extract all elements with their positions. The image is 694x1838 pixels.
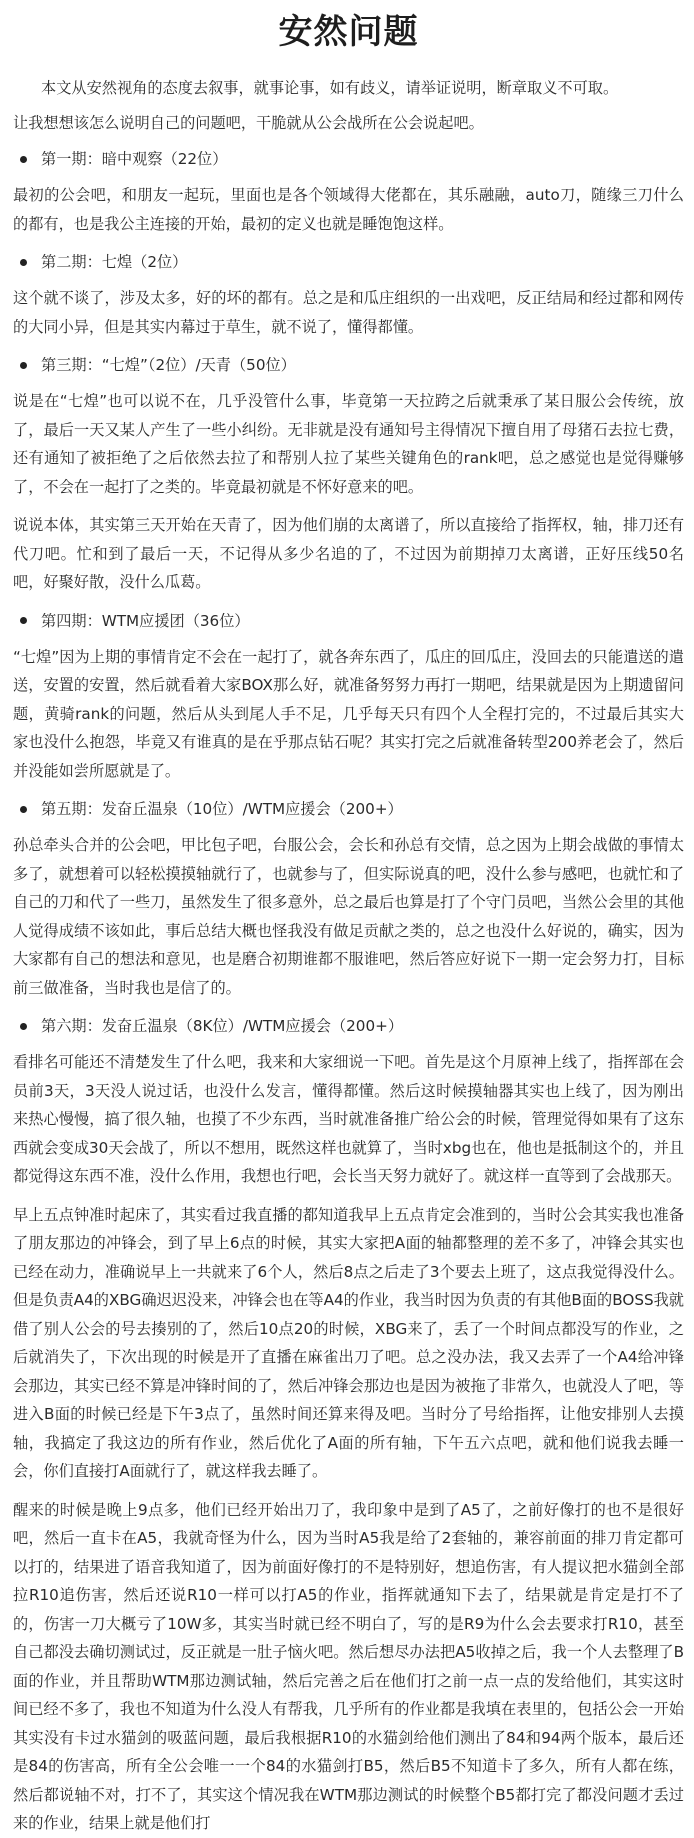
lead-paragraph: 让我想想该怎么说明自己的问题吧，干脆就从公会战所在公会说起吧。 — [13, 113, 484, 132]
section-heading-text: 第一期：暗中观察（22位） — [41, 150, 228, 168]
section-heading-text: 第四期：WTM应援团（36位） — [41, 611, 250, 630]
section-paragraph: 醒来的时候是晚上9点多，他们已经开始出刀了，我印象中是到了A5了，之前好像打的也不是很好吧，然后一直卡在A5，我就奇怪为什么，因为当时A5我是给了2套轴的，兼容前面的排刀肯定都可以打的，结果进了语音我知道了，因为前面好像打的不是特别好，想追伤害，有人提议把水猫剑全部拉R10追伤害，然后还说R10一样可以打A5的作业，指挥就通知下去了，结果就是肯定是打不了的，伤害一刀大概亏了10W多，其实当时就已经不明白了，写的是R9为什么会去要求打R10，甚至自己都没去确切测试过，反正就是一肚子恼火吧。然后想尽办法把A5收掉之后，我一个人去整理了B面的作业，并且帮助WTM那边测试轴，然后完善之后在他们打之前一点一点的发给他们，其实这时间已经不多了，我也不知道为什么没人有帮我，几乎所有的作业都是我填在表里的，包括公会一开始其实没有卡过水猫剑的吸蓝问题，最后我根据R10的水猫剑给他们测出了84和94两个版本，最后还是84的伤害高，所有全公会唯一一个84的水猫剑打B5，然后B5不知道卡了多久，所有人都在练，然后都说轴不对，打不了，其实这个情况我在WTM那边测试的时候整个B5都打完了都没问题才丢过来的作业，结果上就是他们打 — [13, 1500, 684, 1832]
section-heading — [13, 1012, 684, 1040]
bullet-icon — [20, 806, 27, 813]
bullet-icon — [20, 259, 27, 266]
section-heading — [13, 248, 684, 276]
section-heading-text: 第二期：七煌（2位） — [41, 253, 188, 271]
section-paragraph: 看排名可能还不清楚发生了什么吧，我来和大家细说一下吧。首先是这个月原神上线了，指挥部在会员前3天，3天没人说过话，也没什么发言，懂得都懂。然后这时候摸轴器其实也上线了，因为刚出来热心慢慢，搞了很久轴，也摸了不少东西，当时就准备推广给公会的时候，管理觉得如果有了这东西就会变成30天会战了，所以不想用，既然这样也就算了，当时xbg也在，他也是抵制这个的，并且都觉得这东西不准，没什么作用，我想也行吧，会长当天努力就好了。就这样一直等到了会战那天。 — [13, 1053, 684, 1185]
section-paragraph: 说是在“七煌”也可以说不在，几乎没管什么事，毕竟第一天拉跨之后就秉承了某日服公会传统，放了，最后一天又某人产生了一些小纠纷。无非就是没有通知号主得情况下擅自用了母猪石去拉七费，还有通知了被拒绝了之后依然去拉了和帮别人拉了某些关键角色的rank吧，总之感觉也是觉得赚够了，不会在一起打了之类的。毕竟最初就是不怀好意来的吧。 — [13, 392, 684, 496]
bullet-icon — [20, 156, 27, 163]
section-paragraph: 孙总牵头合并的公会吧，甲比包子吧，台服公会，会长和孙总有交情，总之因为上期会战做的事情太多了，就想着可以轻松摸摸轴就行了，也就参与了，但实际说真的吧，没什么参与感吧，也就忙和了自己的刀和代了一些刀，虽然发生了很多意外，总之最后也算是打了个守门员吧，当然公会里的其他人觉得成绩不该如此，事后总结大概也怪我没有做足贡献之类的，总之也没什么好说的，确实，因为大家都有自己的想法和意见，也是磨合初期谁都不服谁吧，然后答应好说下一期一定会努力打，目标前三做准备，当时我也是信了的。 — [13, 836, 684, 997]
section-heading-text: 第三期：“七煌”（2位）/天青（50位） — [41, 356, 296, 374]
section-paragraph: “七煌”因为上期的事情肯定不会在一起打了，就各奔东西了，瓜庄的回瓜庄，没回去的只能遣送的遣送，安置的安置，然后就看着大家BOX那么好，就准备努努力再打一期吧，结果就是因为上期遗留问题，黄骑rank的问题，然后从头到尾人手不足，几乎每天只有四个人全程打完的，不过最后其实大家也没什么抱怨，毕竟又有谁真的是在乎那点钻石呢？其实打完之后就准备转型200养老会了，然后并没能如尝所愿就是了。 — [13, 647, 684, 780]
section-paragraph: 这个就不谈了，涉及太多，好的坏的都有。总之是和瓜庄组织的一出戏吧，反正结局和经过都和网传的大同小异，但是其实内幕过于草生，就不说了，懂得都懂。 — [13, 289, 684, 336]
intro-paragraph: 本文从安然视角的态度去叙事，就事论事，如有歧义，请举证说明，断章取义不可取。 — [41, 79, 619, 97]
page-title: 安然问题 — [278, 12, 419, 52]
bullet-icon — [20, 1023, 27, 1030]
section-heading-text: 第六期：发奋丘温泉（8K位）/WTM应援会（200+） — [41, 1017, 404, 1035]
section-heading — [13, 351, 684, 379]
section-heading — [13, 795, 684, 823]
section-heading — [13, 607, 684, 635]
section-heading-text: 第五期：发奋丘温泉（10位）/WTM应援会（200+） — [41, 800, 403, 818]
bullet-icon — [20, 617, 27, 624]
section-paragraph: 最初的公会吧，和朋友一起玩，里面也是各个领域得大佬都在，其乐融融，auto刀，随缘三刀什么的都有，也是我公主连接的开始，最初的定义也就是睡饱饱这样。 — [13, 186, 684, 233]
sections-container — [13, 145, 684, 1838]
section-paragraph: 早上五点钟准时起床了，其实看过我直播的都知道我早上五点肯定会准到的，当时公会其实我也准备了朋友那边的冲锋会，到了早上6点的时候，其实大家把A面的轴都整理的差不多了，冲锋会其实也已经在动力，准确说早上一共就来了6个人，然后8点之后走了3个要去上班了，这点我觉得没什么。但是负责A4的XBG确迟迟没来，冲锋会也在等A4的作业，我当时因为负责的有其他B面的BOSS我就借了别人公会的号去揍别的了，然后10点20的时候，XBG来了，丢了一个时间点都没写的作业，之后就消失了，下次出现的时候是开了直播在麻雀出刀了吧。总之没办法，我又去弄了一个A4给冲锋会那边，其实已经不算是冲锋时间的了，然后冲锋会那边也是因为被拖了非常久，也就没人了吧，等进入B面的时候已经是下午3点了，虽然时间还算来得及吧。当时分了号给指挥，让他安排别人去摸轴，我搞定了我这边的所有作业，然后优化了A面的所有轴，下午五六点吧，就和他们说我去睡一会，你们直接打A面就行了，就这样我去睡了。 — [13, 1205, 684, 1480]
section-heading — [13, 145, 684, 173]
bullet-icon — [20, 362, 27, 369]
section-paragraph: 说说本体，其实第三天开始在天青了，因为他们崩的太离谱了，所以直接给了指挥权，轴，排刀还有代刀吧。忙和到了最后一天，不记得从多少名追的了，不过因为前期掉刀太离谱，正好压线50名吧，好聚好散，没什么瓜葛。 — [13, 516, 684, 591]
